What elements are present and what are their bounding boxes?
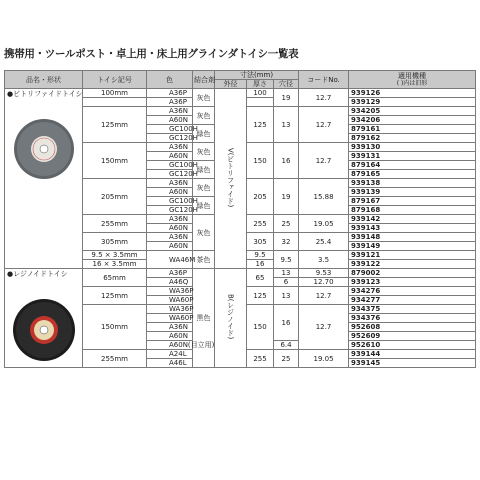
cell-grit: GC100H (147, 125, 193, 134)
cell-size: 100mm (83, 89, 147, 98)
cell-code: 879161 (349, 125, 476, 134)
cell-grit: A36P (147, 269, 193, 278)
cell-color: 緑色 (193, 197, 215, 215)
cell-code: 939122 (349, 260, 476, 269)
cell-outer: 150 (247, 305, 274, 350)
cell-size: 65mm (83, 269, 147, 287)
cell-grit: A36N (147, 107, 193, 116)
cell-code: 952609 (349, 332, 476, 341)
cell-outer: 305 (247, 233, 274, 251)
cell-code: 879164 (349, 161, 476, 170)
cell-code: 879002 (349, 269, 476, 278)
cell-grit: A36N (147, 323, 193, 332)
cell-grit: A46Q (147, 278, 193, 287)
cell-code: 934276 (349, 287, 476, 296)
cell-outer: 65 (247, 269, 274, 287)
cell-grit: GC100H (147, 161, 193, 170)
cell-color: 灰色 (193, 215, 215, 251)
header-dims: 寸法(mm) (215, 71, 299, 80)
cell-grit: A36N (147, 143, 193, 152)
gray-grinding-wheel-icon (13, 118, 75, 180)
cell-code: 939131 (349, 152, 476, 161)
section-vitrified (5, 89, 83, 269)
cell-grit: WA60P (147, 296, 193, 305)
cell-grit: A60N (147, 224, 193, 233)
cell-grit: WA36P (147, 305, 193, 314)
cell-thickness: 19 (274, 89, 299, 107)
cell-hole: 12.7 (299, 305, 349, 350)
cell-code: 879162 (349, 134, 476, 143)
cell-outer: 255 (247, 350, 274, 368)
header-color: 色 (147, 71, 193, 89)
page-title: 携帯用・ツールポスト・卓上用・床上用グラインダトイシ一覧表 (4, 48, 299, 60)
cell-code: 939148 (349, 233, 476, 242)
cell-hole: 12.7 (299, 107, 349, 143)
table-row (5, 89, 476, 98)
cell-thickness: 13 (274, 107, 299, 143)
bond-label: V(ビトリファイド) (226, 147, 235, 208)
cell-color: 灰色 (193, 179, 215, 197)
header-code: コードNo. (299, 71, 349, 89)
cell-grit: A46L (147, 359, 193, 368)
header-thickness: 厚さ (247, 80, 274, 89)
cell-grit: WA60P (147, 314, 193, 323)
cell-grit: A36P (147, 98, 193, 107)
cell-color: 茶色 (193, 251, 215, 269)
cell-hole: 9.53 (299, 269, 349, 278)
cell-hole: 12.7 (299, 287, 349, 305)
cell-grit: A36P (147, 89, 193, 98)
cell-outer: 100 (247, 89, 274, 98)
cell-thickness: 19 (274, 179, 299, 215)
cell-size (83, 98, 147, 107)
cell-code: 934375 (349, 305, 476, 314)
cell-grit: A60N (147, 242, 193, 251)
cell-code: 939130 (349, 143, 476, 152)
cell-thickness: 13 (274, 269, 299, 278)
cell-code: 939138 (349, 179, 476, 188)
cell-code: 939123 (349, 278, 476, 287)
cell-code: 879165 (349, 170, 476, 179)
cell-grit: GC120H (147, 170, 193, 179)
cell-bond (215, 89, 247, 269)
cell-hole: 12.70 (299, 278, 349, 287)
cell-outer: 125 (247, 107, 274, 143)
cell-grit: A60N(目立用) (147, 341, 193, 350)
cell-size: 125mm (83, 107, 147, 143)
cell-grit: A36N (147, 233, 193, 242)
header-application (349, 71, 476, 89)
cell-grit: GC120H (147, 134, 193, 143)
cell-outer: 205 (247, 179, 274, 215)
cell-grit: A60N (147, 332, 193, 341)
cell-size: 9.5 × 3.5mm (83, 251, 147, 260)
cell-code: 939145 (349, 359, 476, 368)
cell-hole: 19.05 (299, 350, 349, 368)
cell-size: 150mm (83, 143, 147, 179)
cell-code: 934277 (349, 296, 476, 305)
cell-hole: 19.05 (299, 215, 349, 233)
cell-bond (215, 269, 247, 368)
cell-code: 879167 (349, 197, 476, 206)
cell-code: 939139 (349, 188, 476, 197)
cell-code: 934206 (349, 116, 476, 125)
cell-size: 255mm (83, 215, 147, 233)
cell-thickness: 6 (274, 278, 299, 287)
cell-grit: A60N (147, 152, 193, 161)
cell-size: 255mm (83, 350, 147, 368)
cell-thickness: 16 (274, 143, 299, 179)
section-resinoid (5, 269, 83, 368)
cell-thickness: 25 (274, 350, 299, 368)
cell-color: 灰色 (193, 89, 215, 107)
cell-hole: 25.4 (299, 233, 349, 251)
cell-grit: A60N (147, 116, 193, 125)
cell-thickness: 6.4 (274, 341, 299, 350)
cell-outer: 9.5 (247, 251, 274, 260)
cell-color: 灰色 (193, 143, 215, 161)
cell-size: 305mm (83, 233, 147, 251)
cell-outer: 16 (247, 260, 274, 269)
header-spec: トイシ記号 (83, 71, 147, 89)
section-name: ●レジノイドトイシ (7, 270, 68, 278)
cell-color: 灰色 (193, 107, 215, 125)
cell-size: 16 × 3.5mm (83, 260, 147, 269)
cell-thickness: 16 (274, 305, 299, 341)
cell-grit: A36N (147, 215, 193, 224)
cell-grit: WA46M (147, 251, 193, 269)
cell-thickness: 13 (274, 287, 299, 305)
cell-code: 952608 (349, 323, 476, 332)
cell-grit: A60N (147, 188, 193, 197)
cell-code: 934376 (349, 314, 476, 323)
header-shape: 品名・形状 (5, 71, 83, 89)
cell-outer (247, 98, 274, 107)
cell-grit: A36N (147, 179, 193, 188)
header-bond: 結合剤 (193, 71, 215, 89)
cell-outer: 125 (247, 287, 274, 305)
cell-size: 125mm (83, 287, 147, 305)
header-hole: 穴径 (274, 80, 299, 89)
cell-grit: GC120H (147, 206, 193, 215)
cell-hole: 3.5 (299, 251, 349, 269)
cell-thickness: 32 (274, 233, 299, 251)
cell-outer: 150 (247, 143, 274, 179)
cell-color: 緑色 (193, 125, 215, 143)
cell-hole: 12.7 (299, 89, 349, 107)
header-application-label: 適用機種 (398, 71, 427, 80)
cell-code: 939129 (349, 98, 476, 107)
cell-hole: 15.88 (299, 179, 349, 215)
cell-color: 黒色 (193, 269, 215, 368)
cell-grit: WA36P (147, 287, 193, 296)
cell-code: 939121 (349, 251, 476, 260)
cell-code: 939126 (349, 89, 476, 98)
cell-size: 205mm (83, 179, 147, 215)
cell-color: 緑色 (193, 161, 215, 179)
header-application-note: ( )内は旧形 (396, 79, 428, 87)
cell-thickness: 9.5 (274, 251, 299, 269)
cell-grit: GC100H (147, 197, 193, 206)
black-grinding-wheel-icon (12, 298, 76, 362)
cell-size: 150mm (83, 305, 147, 350)
table-row (5, 269, 476, 278)
cell-code: 934205 (349, 107, 476, 116)
cell-thickness: 25 (274, 215, 299, 233)
cell-code: 939144 (349, 350, 476, 359)
grinding-wheel-table (4, 70, 475, 368)
bond-label: B(レジノイド) (226, 294, 235, 340)
cell-hole: 12.7 (299, 143, 349, 179)
cell-code: 939149 (349, 242, 476, 251)
section-name: ●ビトリファイドトイシ (7, 90, 83, 98)
header-outer: 外径 (215, 80, 247, 89)
cell-outer: 255 (247, 215, 274, 233)
cell-code: 952610 (349, 341, 476, 350)
cell-grit: A24L (147, 350, 193, 359)
cell-code: 939142 (349, 215, 476, 224)
cell-code: 879168 (349, 206, 476, 215)
cell-code: 939143 (349, 224, 476, 233)
